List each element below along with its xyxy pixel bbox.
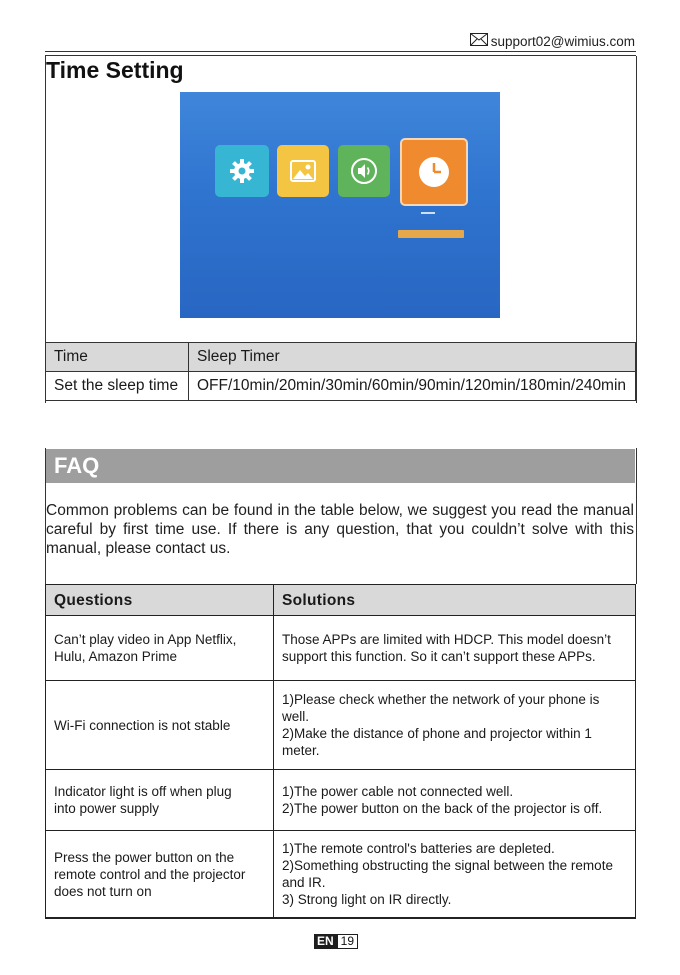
table-row xyxy=(46,681,636,770)
table-row xyxy=(46,616,636,681)
email-text: support02@wimius.com xyxy=(490,33,635,49)
question-line: Indicator light is off when plug xyxy=(54,784,232,799)
solution-line: support this function. So it can’t support these APPs. xyxy=(282,649,596,664)
question-line: Press the power button on the xyxy=(54,849,235,865)
questions-header: Questions xyxy=(46,585,274,616)
faq-intro: Common problems can be found in the table below, we suggest you read the manual careful by first time use. If there is any question, that you couldn’t solve with this manual, please contact us. xyxy=(46,502,634,557)
question-line: remote control and the projector xyxy=(54,866,246,882)
screen-caption xyxy=(421,212,435,214)
faq-header-row xyxy=(46,585,636,616)
solution-cell xyxy=(274,831,636,919)
solution-line: 1)Please check whether the network of your phone is xyxy=(282,692,600,707)
solution-line: 1)The remote control's batteries are depleted. xyxy=(282,841,555,856)
solution-line: 2)Something obstructing the signal between the remote xyxy=(282,858,613,873)
header-cell-time: Time xyxy=(46,343,189,372)
faq-band xyxy=(46,449,635,483)
solution-cell xyxy=(274,681,636,770)
question-line: Wi-Fi connection is not stable xyxy=(54,717,231,733)
envelope-icon xyxy=(470,33,488,49)
question-line: into power supply xyxy=(54,801,160,816)
page-footer xyxy=(314,934,358,949)
solution-line: 2)Make the distance of phone and projector within 1 xyxy=(282,726,592,741)
screen-menu-bar xyxy=(398,230,464,238)
table-row xyxy=(46,831,636,919)
solution-line: 2)The power button on the back of the projector is off. xyxy=(282,801,603,816)
page-number: 19 xyxy=(337,934,358,949)
header-rule xyxy=(45,51,636,52)
speaker-icon xyxy=(338,145,390,197)
solution-line: 3) Strong light on IR directly. xyxy=(282,892,452,907)
faq-table xyxy=(45,584,636,919)
photo-icon xyxy=(277,145,329,197)
solution-cell xyxy=(274,616,636,681)
section-title: Time Setting xyxy=(46,57,184,83)
table-header-row xyxy=(46,343,636,372)
settings-screenshot xyxy=(180,92,500,318)
cell-sleep-label: Set the sleep time xyxy=(46,372,189,401)
question-cell xyxy=(46,831,274,919)
header-cell-sleep-timer: Sleep Timer xyxy=(189,343,636,372)
question-cell xyxy=(46,770,274,831)
question-line: Can’t play video in App Netflix, xyxy=(54,632,237,647)
solution-line: 1)The power cable not connected well. xyxy=(282,784,514,799)
clock-icon xyxy=(400,138,468,206)
solution-line: meter. xyxy=(282,743,320,758)
question-cell xyxy=(46,681,274,770)
question-cell xyxy=(46,616,274,681)
question-line: does not turn on xyxy=(54,883,152,899)
header-email xyxy=(470,33,635,49)
faq-title: FAQ xyxy=(54,453,100,478)
solution-line: and IR. xyxy=(282,875,326,890)
solution-line: Those APPs are limited with HDCP. This model doesn’t xyxy=(282,632,611,647)
sleep-timer-table xyxy=(45,342,636,401)
question-line: Hulu, Amazon Prime xyxy=(54,649,178,664)
table-row xyxy=(46,770,636,831)
solution-line: well. xyxy=(282,709,310,724)
solutions-header: Solutions xyxy=(274,585,636,616)
cell-sleep-options: OFF/10min/20min/30min/60min/90min/120min/180min/240min xyxy=(189,372,636,401)
solution-cell xyxy=(274,770,636,831)
table-row xyxy=(46,372,636,401)
gear-icon xyxy=(215,145,269,197)
language-badge: EN xyxy=(314,934,337,949)
